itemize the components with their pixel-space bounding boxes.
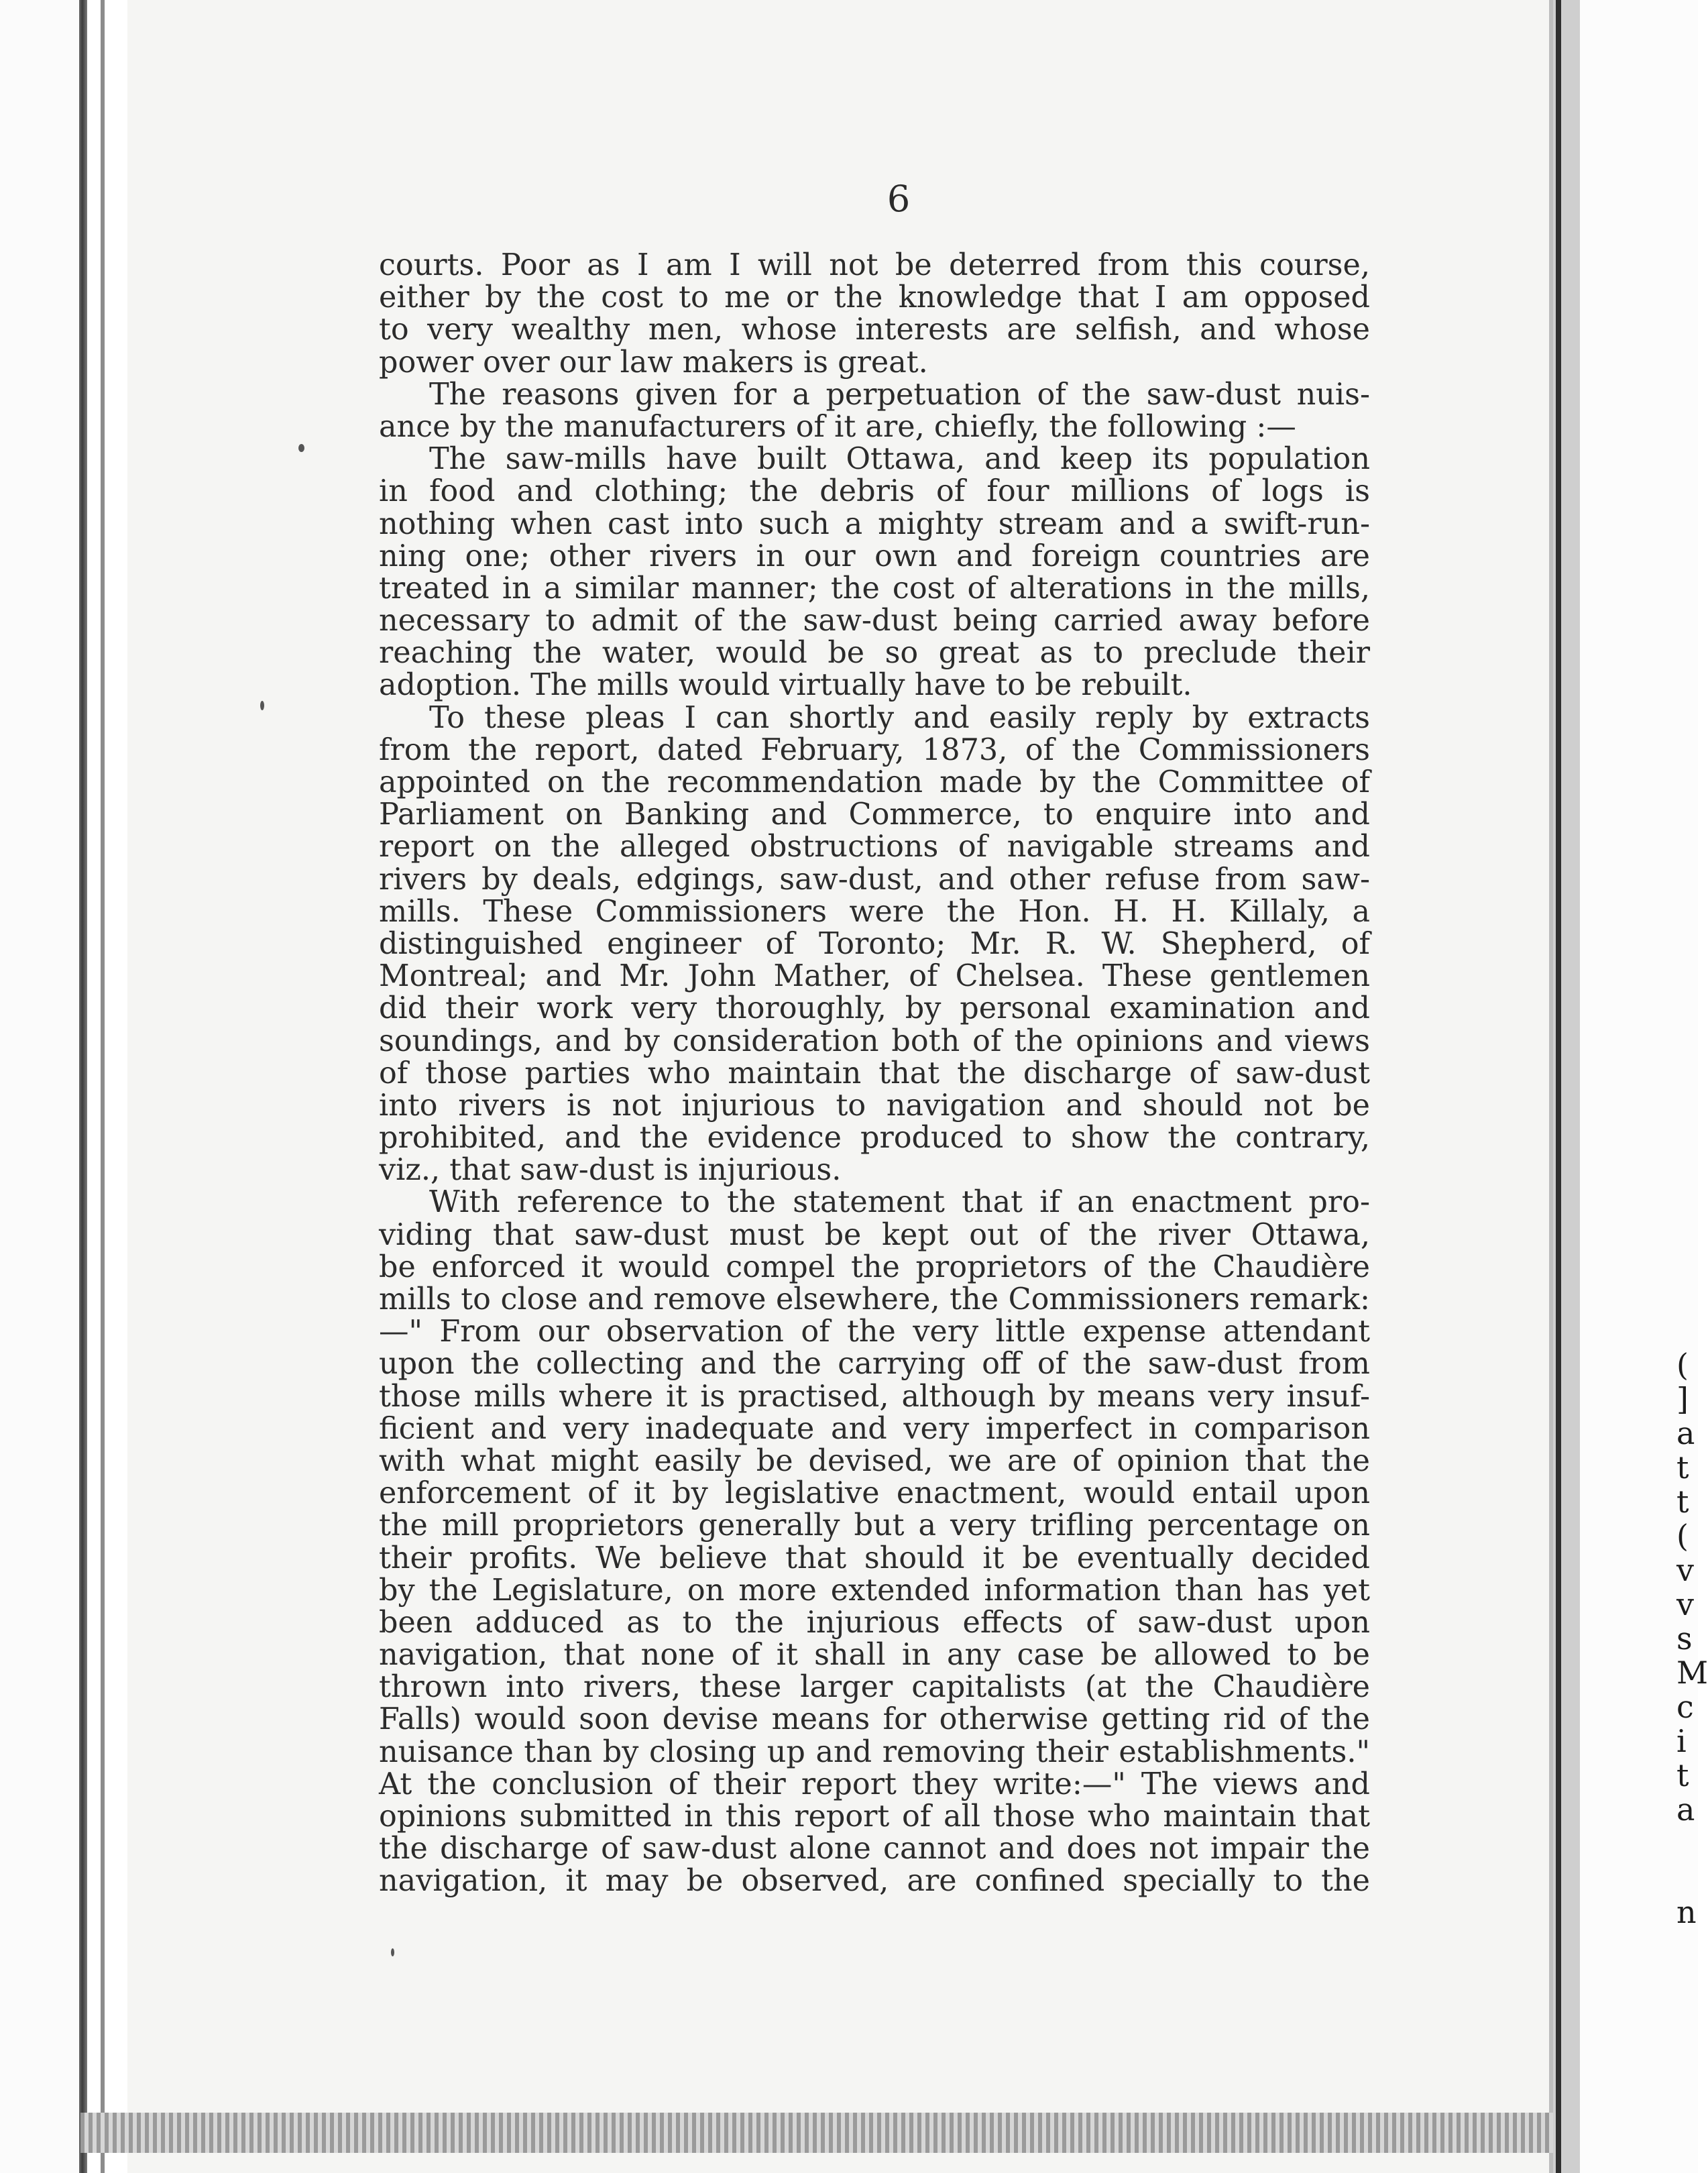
text-line: ance by the manufacturers of it are, chiefly, the following :— [379, 409, 1296, 444]
next-page-fragment: ] [1676, 1381, 1689, 1417]
page-bottom-edge [80, 2113, 1556, 2153]
text-line: the discharge of saw-dust alone cannot and does not impair the [379, 1832, 1370, 1866]
next-page-fragment: a [1676, 1415, 1695, 1451]
text-line: navigation, that none of it shall in any case be allowed to be [379, 1638, 1370, 1673]
next-page-fragment: v [1676, 1586, 1694, 1622]
next-page-fragment [1676, 1827, 1703, 1861]
next-page-fragment: v [1676, 1552, 1694, 1588]
text-line: The saw-mills have built Ottawa, and keep its population [429, 442, 1370, 477]
scan-speck [391, 1948, 394, 1956]
next-page-fragment: t [1676, 1484, 1689, 1520]
text-line: Falls) would soon devise means for otherwise getting rid of the [379, 1702, 1370, 1737]
text-line: did their work very thoroughly, by personal examination and [379, 991, 1370, 1026]
next-page-fragment: ( [1676, 1347, 1689, 1383]
body-text [379, 249, 1370, 1898]
text-line: viz., that saw-dust is injurious. [379, 1153, 842, 1188]
next-page-fragment: t [1676, 1449, 1689, 1486]
text-line: necessary to admit of the saw-dust being carried away before [379, 604, 1370, 638]
text-line: appointed on the recommendation made by the Committee of [379, 765, 1370, 799]
next-page-fragment: ( [1676, 1518, 1689, 1554]
binding-edge-inner [101, 0, 105, 2173]
text-line: into rivers is not injurious to navigation and should not be [379, 1088, 1370, 1123]
text-line: be enforced it would compel the proprietors of the Chaudière [379, 1249, 1370, 1284]
text-line: enforcement of it by legislative enactment, would entail upon [379, 1476, 1370, 1511]
text-line: nothing when cast into such a mighty stream and a swift-run- [379, 506, 1370, 541]
next-page-fragment: t [1676, 1757, 1689, 1793]
text-line: At the conclusion of their report they write:—" The views and [379, 1767, 1370, 1801]
text-line: to very wealthy men, whose interests are selfish, and whose [379, 313, 1370, 347]
next-page-fragment: c [1676, 1689, 1694, 1725]
text-line: thrown into rivers, these larger capitalists (at the Chaudière [379, 1670, 1370, 1705]
text-line: mills to close and remove elsewhere, the Commissioners remark: [379, 1282, 1370, 1317]
text-line: soundings, and by consideration both of the opinions and views [379, 1023, 1370, 1058]
scan-margin-left [0, 0, 87, 2173]
text-line: nuisance than by closing up and removing their establishments." [379, 1734, 1370, 1769]
scan-speck [298, 444, 304, 452]
text-line: power over our law makers is great. [379, 345, 928, 380]
next-page-margin-text [1676, 1347, 1708, 1930]
text-line: either by the cost to me or the knowledge that I am opposed [379, 280, 1370, 315]
text-line: from the report, dated February, 1873, of the Commissioners [379, 732, 1370, 767]
text-line: those mills where it is practised, although by means very insuf- [379, 1379, 1370, 1414]
text-line: with what might easily be devised, we are of opinion that the [379, 1443, 1370, 1478]
next-page-fragment: n [1676, 1894, 1697, 1930]
text-line: rivers by deals, edgings, saw-dust, and other refuse from saw- [379, 862, 1370, 897]
next-page-fragment: M [1676, 1655, 1708, 1691]
text-line: in food and clothing; the debris of four millions of logs is [379, 474, 1370, 509]
text-line: reaching the water, would be so great as to preclude their [379, 636, 1370, 671]
text-line: ficient and very inadequate and very imperfect in comparison [379, 1411, 1370, 1446]
text-line: courts. Poor as I am I will not be deterred from this course, [379, 248, 1370, 282]
text-line: ning one; other rivers in our own and foreign countries are [379, 539, 1370, 573]
text-line: upon the collecting and the carrying off of the saw-dust from [379, 1347, 1370, 1382]
text-line: mills. These Commissioners were the Hon. H. H. Killaly, a [379, 894, 1370, 929]
text-line: by the Legislature, on more extended information than has yet [379, 1573, 1370, 1608]
text-line: navigation, it may be observed, are confined specially to the [379, 1864, 1370, 1899]
next-page-fragment: s [1676, 1620, 1693, 1657]
text-line: opinions submitted in this report of all those who maintain that [379, 1799, 1370, 1834]
text-line: —" From our observation of the very little expense attendant [379, 1315, 1370, 1349]
text-line: The reasons given for a perpetuation of the saw-dust nuis- [429, 377, 1370, 412]
text-line: report on the alleged obstructions of navigable streams and [379, 830, 1370, 865]
text-line: treated in a similar manner; the cost of alterations in the mills, [379, 571, 1370, 606]
text-line: Montreal; and Mr. John Mather, of Chelsea. These gentlemen [379, 959, 1370, 994]
text-line: their profits. We believe that should it be eventually decided [379, 1541, 1370, 1575]
binding-edge [79, 0, 87, 2173]
text-line: adoption. The mills would virtually have to be rebuilt. [379, 668, 1192, 703]
text-line: viding that saw-dust must be kept out of the river Ottawa, [379, 1217, 1370, 1252]
next-page-fragment [1676, 1861, 1703, 1895]
text-line: With reference to the statement that if an enactment pro- [429, 1185, 1370, 1220]
scan-speck [260, 701, 264, 710]
gutter-shadow [1556, 0, 1561, 2173]
next-page-fragment: i [1676, 1723, 1687, 1759]
text-line: been adduced as to the injurious effects of saw-dust upon [379, 1605, 1370, 1640]
text-line: the mill proprietors generally but a very trifling percentage on [379, 1508, 1370, 1543]
text-line: of those parties who maintain that the discharge of saw-dust [379, 1056, 1370, 1091]
text-line: prohibited, and the evidence produced to show the contrary, [379, 1121, 1370, 1156]
next-page-fragment: a [1676, 1791, 1695, 1828]
page-number: 6 [887, 178, 911, 220]
text-line: Parliament on Banking and Commerce, to enquire into and [379, 797, 1370, 832]
text-line: To these pleas I can shortly and easily reply by extracts [429, 700, 1370, 735]
text-line: distinguished engineer of Toronto; Mr. R. W. Shepherd, of [379, 926, 1370, 961]
